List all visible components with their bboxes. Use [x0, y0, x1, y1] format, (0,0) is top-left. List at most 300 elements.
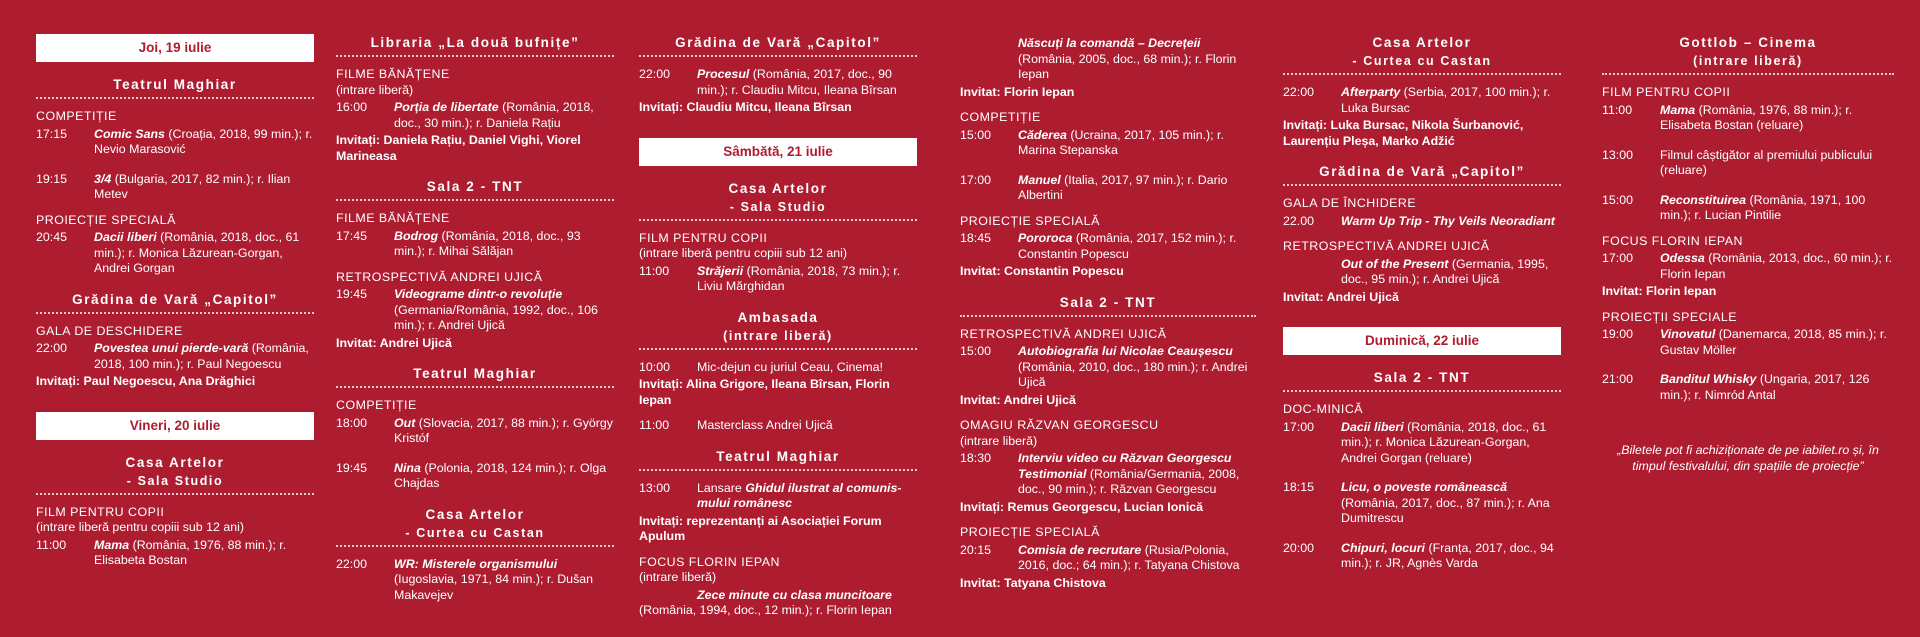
screening-row [36, 538, 314, 569]
venue-name: Sala 2 - TNT [426, 179, 524, 194]
screening-details [394, 287, 614, 334]
film-details: (România, 2018, doc., 30 min.); r. Daniela Rațiu [394, 100, 594, 130]
film-title: Interviu video cu Răzvan Georgescu Testimonial [1018, 451, 1232, 481]
screening-row [336, 100, 614, 131]
dotted-divider [639, 52, 917, 57]
venue-header [336, 178, 614, 201]
guests-line: Invitat: Andrei Ujică [1283, 289, 1399, 304]
screening-details [394, 557, 614, 604]
screening-details [697, 67, 917, 98]
screening-details [1660, 148, 1894, 179]
screening-time: 22:00 [336, 556, 368, 571]
film-details: (Bulgaria, 2017, 82 min.); r. Ilian Metev [94, 171, 291, 201]
screening-row [336, 287, 614, 334]
screening-details [697, 360, 917, 376]
film-details: (Ungaria, 2017, 126 min.); r. Nimród Antal [1660, 372, 1870, 402]
screening-row [336, 416, 614, 447]
screening-time: 18:45 [960, 231, 992, 245]
screening-row [336, 557, 614, 604]
screening-details [697, 588, 917, 604]
guests-line: Invitați: Luka Bursac, Nikola Šurbanović, Laurențiu Pleșa, Marko Adžić [1283, 118, 1524, 148]
film-title: Chipuri, locuri [1341, 540, 1425, 555]
screening-row [1602, 327, 1894, 358]
film-details: (Croația, 2018, 99 min.); r. Nevio Marasović [94, 126, 313, 156]
screening-row [1283, 420, 1561, 467]
venue-name: Libraria „La două bufnițe” [370, 35, 580, 50]
film-title: Dacii liberi [1341, 419, 1404, 434]
section-title: FILM PENTRU COPII [1602, 85, 1731, 99]
film-title: Licu, o poveste românească [1341, 480, 1507, 494]
venue-subtitle: - Sala Studio [126, 473, 224, 488]
screening-time [1283, 257, 1341, 288]
film-details-line: (România, 1994, doc., 12 min.); r. Florin Iepan [639, 603, 892, 617]
screening-row [960, 543, 1256, 574]
screening-row [336, 461, 614, 492]
section-title: FOCUS FLORIN IEPAN [1602, 233, 1743, 248]
dotted-divider [36, 490, 314, 495]
schedule-column [1602, 34, 1894, 474]
film-details: Filmul câștigător al premiului publicului (reluare) [1660, 147, 1873, 177]
screening-time [960, 36, 1018, 83]
schedule-column [960, 34, 1256, 591]
film-title: Videograme dintr-o revoluție [394, 287, 563, 301]
film-title: Vinovatul [1660, 327, 1716, 341]
screening-row [639, 481, 917, 512]
program-section [1283, 239, 1561, 305]
day-header: Sâmbătă, 21 iulie [639, 138, 917, 166]
screening-details [1341, 214, 1561, 230]
screening-time: 11:00 [1602, 102, 1633, 117]
screening-details [697, 418, 917, 434]
screening-time: 21:00 [1602, 372, 1634, 386]
screening-prefix: Lansare [697, 480, 742, 495]
screening-details [1018, 451, 1256, 498]
section-title: COMPETIȚIE [36, 109, 117, 123]
program-section [336, 270, 614, 352]
screening-time: 15:00 [960, 127, 992, 142]
guests-line: Invitați: Daniela Rațiu, Daniel Vighi, Viorel Marineasa [336, 133, 581, 163]
venue-header [639, 34, 917, 57]
screening-time: 16:00 [336, 100, 368, 114]
section-subtitle: (intrare liberă pentru copiii sub 12 ani) [36, 520, 244, 534]
venue-header [1283, 34, 1561, 75]
screening-row [1602, 193, 1894, 224]
program-section [639, 418, 917, 434]
venue-name: Teatrul Maghiar [413, 366, 537, 381]
screening-time: 19:15 [36, 171, 68, 186]
ticket-note: „Biletele pot fi achiziționate de pe iabilet.ro și, în timpul festivalului, din spațiile de proiecție” [1617, 443, 1879, 473]
section-title: PROIECȚIE SPECIALĂ [960, 525, 1100, 539]
dotted-divider [36, 94, 314, 99]
screening-row [1283, 541, 1561, 572]
venue-name: Casa Artelor [125, 454, 225, 470]
film-details: (România, 1976, 88 min.); r. Elisabeta Bostan (reluare) [1660, 102, 1853, 132]
program-section [1602, 310, 1894, 404]
screening-details [1341, 257, 1561, 288]
program-section [1602, 234, 1894, 300]
venue-name: Grădina de Vară „Capitol” [72, 291, 278, 307]
screening-time: 17:00 [1602, 251, 1634, 265]
program-section [1602, 85, 1894, 224]
film-details: (Serbia, 2017, 100 min.); r. Luka Bursac [1341, 85, 1551, 115]
screening-row [639, 264, 917, 295]
dotted-divider [1283, 181, 1561, 186]
program-section [336, 557, 614, 604]
screening-time: 15:00 [1602, 192, 1634, 207]
screening-row [36, 172, 314, 203]
film-title: Zece minute cu clasa muncitoare [697, 587, 892, 602]
screening-time [639, 588, 697, 604]
film-details: (Polonia, 2018, 124 min.); r. Olga Chajdas [394, 460, 607, 490]
screening-row [1602, 251, 1894, 282]
venue-header [36, 76, 314, 99]
guests-line: Invitați: Alina Grigore, Ileana Bîrsan, Florin Iepan [639, 377, 890, 407]
film-title: Out [394, 415, 416, 430]
film-title: Odessa [1660, 251, 1705, 265]
section-subtitle: (intrare liberă pentru copiii sub 12 ani) [639, 246, 847, 260]
film-title: Porția de libertate [394, 100, 499, 114]
dotted-divider [1602, 70, 1894, 75]
screening-details [1341, 85, 1561, 116]
dotted-divider [639, 345, 917, 350]
screening-row [960, 451, 1256, 498]
section-title: PROIECȚIE SPECIALĂ [36, 212, 176, 227]
screening-row [960, 173, 1256, 204]
film-title: Procesul [697, 67, 750, 81]
dotted-divider [639, 466, 917, 471]
guests-line: Invitați: Paul Negoescu, Ana Drăghici [36, 374, 256, 388]
screening-details [1341, 420, 1561, 467]
venue-name: Grădina de Vară „Capitol” [675, 35, 881, 50]
program-section [1283, 196, 1561, 229]
schedule-column [639, 34, 917, 619]
screening-row [960, 344, 1256, 391]
film-details: (Italia, 2017, 97 min.); r. Dario Albertini [1018, 172, 1228, 202]
film-title: Dacii liberi [94, 230, 157, 244]
venue-name: Casa Artelor [1372, 35, 1472, 50]
film-title: Nina [394, 460, 421, 475]
day-header: Joi, 19 iulie [36, 34, 314, 62]
dotted-divider [336, 542, 614, 547]
screening-time: 11:00 [639, 418, 670, 432]
section-title: OMAGIU RĂZVAN GEORGESCU [960, 418, 1159, 432]
section-title: FILM PENTRU COPII [36, 504, 165, 519]
screening-time: 20:00 [1283, 540, 1315, 555]
venue-name: Teatrul Maghiar [716, 448, 840, 464]
screening-row [1283, 257, 1561, 288]
schedule-column [1283, 34, 1561, 572]
screening-row [36, 127, 314, 158]
film-title: Manuel [1018, 172, 1061, 187]
film-details: Mic-dejun cu juriul Ceau, Cinema! [697, 359, 883, 374]
screening-details [1660, 327, 1894, 358]
section-subtitle: (intrare liberă) [639, 570, 717, 584]
screening-time: 17:00 [1283, 419, 1315, 434]
venue-header [639, 180, 917, 221]
film-details: (România, 2013, doc., 60 min.); r. Florin Iepan [1660, 251, 1893, 281]
screening-details [394, 461, 614, 492]
program-section [639, 481, 917, 545]
screening-row [639, 67, 917, 98]
film-title: Autobiografia lui Nicolae Ceaușescu [1018, 344, 1233, 358]
screening-details [394, 416, 614, 447]
venue-header [1602, 34, 1894, 75]
venue-header [36, 454, 314, 495]
film-details: (România, 2018, 100 min.); r. Paul Negoescu [94, 341, 309, 371]
screening-time: 13:00 [639, 480, 671, 495]
screening-row [639, 418, 917, 434]
program-section [336, 67, 614, 164]
screening-details [94, 230, 314, 277]
film-title: Mama [1660, 102, 1696, 117]
screening-time: 19:45 [336, 287, 368, 301]
film-details: (Ucraina, 2017, 105 min.); r. Marina Stepanska [1018, 127, 1224, 157]
film-title: Ghidul ilustrat al comunis-mului românesc [697, 480, 902, 510]
program-section [36, 109, 314, 203]
film-title: Mama [94, 537, 130, 552]
film-title: WR: Misterele organismului [394, 556, 558, 571]
screening-time: 18:30 [960, 451, 992, 465]
screening-time: 20:45 [36, 230, 68, 244]
venue-header [36, 291, 314, 314]
screening-row [960, 36, 1256, 83]
venue-subtitle: - Sala Studio [729, 199, 827, 214]
screening-details [394, 229, 614, 260]
film-details: (România, 1971, 100 min.); r. Lucian Pintilie [1660, 192, 1866, 222]
film-details: (România, 2018, doc., 61 min.); r. Monica Lăzurean-Gorgan, Andrei Gorgan [94, 230, 300, 275]
program-section [639, 67, 917, 116]
dotted-divider [1283, 70, 1561, 75]
venue-name: Sala 2 - TNT [1373, 370, 1471, 385]
screening-details [394, 100, 614, 131]
screening-details [1018, 128, 1256, 159]
venue-header [1283, 163, 1561, 186]
guests-line: Invitat: Florin Iepan [1602, 284, 1717, 298]
dotted-divider [336, 383, 614, 388]
screening-details [1018, 231, 1256, 262]
film-title: Reconstituirea [1660, 192, 1747, 207]
schedule-column [336, 34, 614, 603]
venue-header [336, 34, 614, 57]
screening-row [639, 360, 917, 376]
section-title: DOC-MINICĂ [1283, 402, 1364, 416]
venue-name: Grădina de Vară „Capitol” [1319, 164, 1525, 179]
screening-time: 18:00 [336, 415, 368, 430]
film-details: (România, 2017, doc., 87 min.); r. Ana Dumitrescu [1341, 495, 1550, 525]
section-title: FOCUS FLORIN IEPAN [639, 554, 780, 569]
screening-details [1018, 173, 1256, 204]
screening-time: 10:00 [639, 359, 671, 374]
screening-details [1018, 344, 1256, 391]
film-title: Bodrog [394, 228, 439, 243]
program-section [960, 214, 1256, 280]
screening-details [1018, 543, 1256, 574]
film-details: (România, 2010, doc., 180 min.); r. Andrei Ujică [1018, 359, 1248, 389]
venue-subtitle: - Curtea cu Castan [1352, 54, 1492, 68]
film-title: Străjerii [697, 263, 744, 278]
venue-header [336, 506, 614, 547]
day-header: Duminică, 22 iulie [1283, 327, 1561, 355]
venue-header [1283, 369, 1561, 392]
screening-time: 11:00 [36, 537, 67, 552]
venue-name: Teatrul Maghiar [113, 77, 237, 92]
section-title: FILME BĂNĂȚENE [336, 211, 450, 225]
screening-details [94, 538, 314, 569]
screening-details [1341, 541, 1561, 572]
program-section [960, 110, 1256, 204]
screening-row [1283, 214, 1561, 230]
screening-details [1018, 36, 1256, 83]
screening-time: 20:15 [960, 542, 992, 557]
film-title: Comisia de recrutare [1018, 542, 1142, 557]
film-title: Povestea unui pierde-vară [94, 341, 249, 355]
screening-details [94, 127, 314, 158]
screening-time: 13:00 [1602, 147, 1634, 162]
dotted-divider [960, 312, 1256, 317]
film-title: Out of the Present [1341, 256, 1449, 271]
screening-time: 17:45 [336, 228, 368, 243]
screening-time: 22:00 [1283, 85, 1315, 99]
program-section [960, 36, 1256, 100]
venue-name: Gottlob – Cinema [1679, 35, 1817, 50]
guests-line: Invitat: Andrei Ujică [336, 335, 452, 350]
screening-details [1660, 193, 1894, 224]
film-details: (România, 1976, 88 min.); r. Elisabeta Bostan [94, 537, 287, 567]
screening-details [1660, 103, 1894, 134]
venue-header [639, 448, 917, 471]
film-title: Warm Up Trip - Thy Veils Neoradiant [1341, 213, 1555, 228]
section-title: PROIECȚII SPECIALE [1602, 309, 1738, 324]
section-subtitle: (intrare liberă) [336, 82, 414, 97]
dotted-divider [336, 52, 614, 57]
guests-line: Invitat: Andrei Ujică [960, 392, 1076, 407]
film-title: Banditul Whisky [1660, 372, 1757, 386]
screening-row [36, 230, 314, 277]
screening-details [1660, 251, 1894, 282]
film-title: Comic Sans [94, 126, 165, 141]
program-section [960, 418, 1256, 515]
venue-header [336, 365, 614, 388]
program-section [36, 213, 314, 277]
film-details: (Danemarca, 2018, 85 min.); r. Gustav Möller [1660, 327, 1887, 357]
film-details: (România, 2018, doc., 93 min.); r. Mihai Sălăjan [394, 228, 581, 258]
screening-details [1660, 372, 1894, 403]
film-title: Născuți la comandă – Decrețeii [1018, 36, 1201, 50]
film-details: (România, 2018, 73 min.); r. Liviu Mărghidan [697, 263, 901, 293]
program-section [1283, 402, 1561, 572]
section-title: RETROSPECTIVĂ ANDREI UJICĂ [1283, 239, 1490, 253]
screening-time: 15:00 [960, 344, 992, 358]
guests-line: Invitați: Claudiu Mitcu, Ileana Bîrsan [639, 100, 852, 114]
film-details: (Germania/România, 1992, doc., 106 min.); r. Andrei Ujică [394, 302, 598, 332]
schedule-column [36, 34, 314, 569]
program-section [639, 360, 917, 409]
film-details: (Iugoslavia, 1971, 84 min.); r. Dušan Makavejev [394, 572, 594, 602]
film-details: (România/Germania, 2008, doc., 90 min.); r. Răzvan Georgescu [1018, 466, 1240, 496]
film-title: 3/4 [94, 171, 112, 186]
film-details: (Rusia/Polonia, 2016, doc.; 64 min.); r. Tatyana Chistova [1018, 542, 1240, 572]
day-header: Vineri, 20 iulie [36, 412, 314, 440]
screening-row [1602, 148, 1894, 179]
program-section [639, 555, 917, 619]
program-section [639, 231, 917, 295]
guests-line: Invitați: Remus Georgescu, Lucian Ionică [960, 499, 1204, 514]
section-title: RETROSPECTIVĂ ANDREI UJICĂ [336, 269, 543, 284]
venue-name: Ambasada [737, 309, 819, 325]
screening-row [1602, 103, 1894, 134]
screening-details [94, 341, 314, 372]
venue-subtitle: (intrare liberă) [723, 328, 833, 343]
screening-time: 19:45 [336, 460, 368, 475]
screening-time: 22:00 [36, 341, 68, 355]
guests-line: Invitați: reprezentanți ai Asociației Forum Apulum [639, 513, 882, 543]
program-section [1283, 85, 1561, 149]
section-title: COMPETIȚIE [336, 398, 417, 412]
screening-row [1283, 85, 1561, 116]
program-section [36, 505, 314, 569]
film-details: (Slovacia, 2017, 88 min.); r. György Kristóf [394, 415, 613, 445]
screening-time: 22.00 [1283, 213, 1315, 228]
screening-details [697, 264, 917, 295]
guests-line: Invitat: Tatyana Chistova [960, 575, 1106, 590]
guests-line: Invitat: Florin Iepan [960, 84, 1075, 99]
venue-name: Sala 2 - TNT [1059, 294, 1157, 310]
dotted-divider [36, 309, 314, 314]
program-section [336, 211, 614, 260]
screening-row [336, 229, 614, 260]
section-title: GALA DE ÎNCHIDERE [1283, 196, 1417, 210]
screening-details [94, 172, 314, 203]
section-title: GALA DE DESCHIDERE [36, 323, 183, 338]
section-title: PROIECȚIE SPECIALĂ [960, 213, 1100, 228]
section-title: COMPETIȚIE [960, 110, 1041, 124]
section-subtitle: (intrare liberă) [960, 433, 1038, 448]
screening-time: 17:15 [36, 126, 68, 141]
screening-row [639, 588, 917, 604]
guests-line: Invitat: Constantin Popescu [960, 264, 1124, 278]
film-title: Afterparty [1341, 85, 1401, 99]
screening-time: 11:00 [639, 263, 670, 278]
film-details: Masterclass Andrei Ujică [697, 418, 833, 432]
venue-name: Casa Artelor [728, 180, 828, 196]
film-title: Pororoca [1018, 231, 1073, 245]
venue-subtitle: (intrare liberă) [1693, 54, 1803, 68]
venue-name: Casa Artelor [425, 506, 525, 522]
film-details: (Franța, 2017, doc., 94 min.); r. JR, Agnès Varda [1341, 540, 1554, 570]
section-title: RETROSPECTIVĂ ANDREI UJICĂ [960, 326, 1167, 341]
film-details: (România, 2005, doc., 68 min.); r. Florin Iepan [1018, 51, 1237, 81]
dotted-divider [639, 216, 917, 221]
screening-row [1283, 480, 1561, 527]
film-details: (România, 2017, doc., 90 min.); r. Claudiu Mitcu, Ileana Bîrsan [697, 67, 897, 97]
screening-time: 17:00 [960, 172, 992, 187]
film-details: (Germania, 1995, doc., 95 min.); r. Andrei Ujică [1341, 256, 1549, 286]
section-title: FILM PENTRU COPII [639, 230, 768, 245]
venue-header [960, 294, 1256, 317]
film-title: Căderea [1018, 127, 1067, 142]
program-section [960, 525, 1256, 591]
screening-time: 19:00 [1602, 327, 1634, 341]
program-section [960, 327, 1256, 409]
screening-row [960, 231, 1256, 262]
screening-details [1341, 480, 1561, 527]
screening-row [1602, 372, 1894, 403]
venue-header [639, 309, 917, 350]
screening-row [960, 128, 1256, 159]
program-section [36, 324, 314, 390]
venue-subtitle: - Curtea cu Castan [405, 525, 545, 540]
program-section [336, 398, 614, 492]
